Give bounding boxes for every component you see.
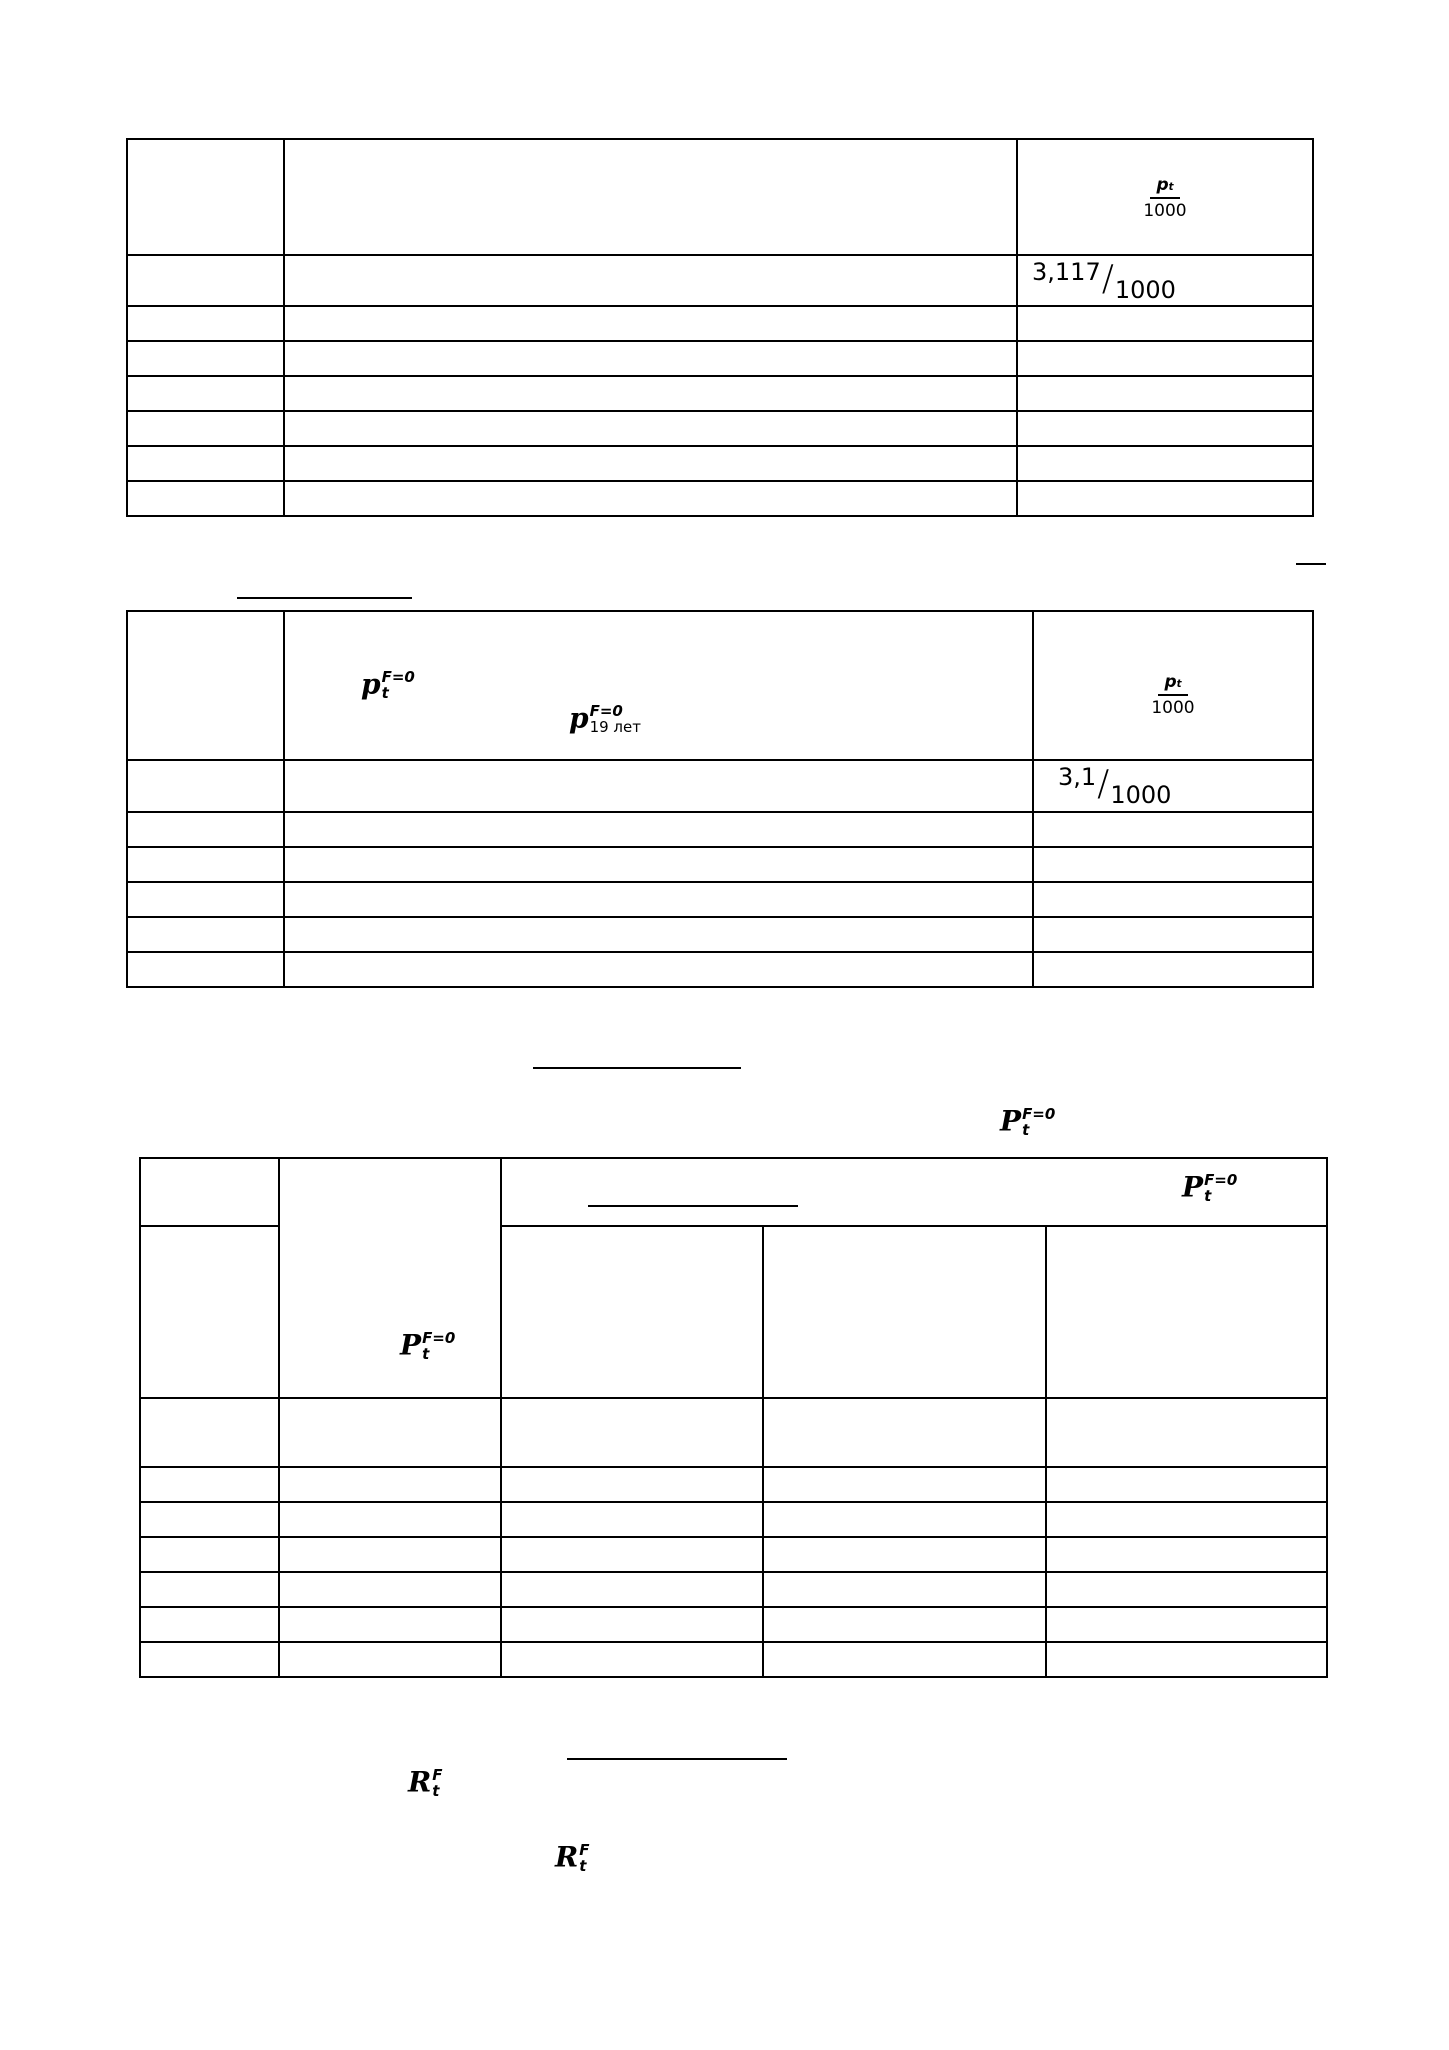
table-row-cell — [1046, 1398, 1327, 1467]
table-row-cell — [284, 411, 1017, 446]
table-row-cell — [1017, 341, 1313, 376]
table-row-cell — [501, 1502, 763, 1537]
underline — [567, 1758, 787, 1760]
table-row-cell — [284, 306, 1017, 341]
table-row-cell — [127, 760, 284, 812]
table-3 — [139, 1157, 1328, 1678]
table-row-cell — [140, 1607, 279, 1642]
table-2-value-cell — [1033, 760, 1313, 812]
table-3-subheader-cell — [763, 1226, 1046, 1398]
table-3-header-cell — [140, 1158, 279, 1226]
table-row-cell — [763, 1607, 1046, 1642]
table-1 — [126, 138, 1314, 517]
underline — [588, 1205, 798, 1207]
table-row-cell — [127, 341, 284, 376]
table-row-cell — [763, 1642, 1046, 1677]
table-3-group-header-cell — [501, 1158, 1327, 1226]
table-3-header-cell — [140, 1226, 279, 1398]
slash-fraction: 3,117/1000 — [1032, 258, 1176, 304]
symbol-p-19-let-f0: p F=0 19 лет — [569, 701, 641, 736]
table-row-cell — [1046, 1537, 1327, 1572]
table-row-cell — [127, 411, 284, 446]
table-row-cell — [1033, 812, 1313, 847]
table-row-cell — [284, 812, 1033, 847]
table-row-cell — [284, 446, 1017, 481]
table-2 — [126, 610, 1314, 988]
table-1-header-cell — [127, 139, 284, 255]
table-row-cell — [1046, 1607, 1327, 1642]
table-row-cell — [763, 1502, 1046, 1537]
table-row-cell — [127, 882, 284, 917]
table-row-cell — [127, 481, 284, 516]
table-row-cell — [279, 1572, 501, 1607]
table-row-cell — [140, 1398, 279, 1467]
symbol-p-t-f0: p F=0 t — [361, 667, 415, 702]
table-3-header-symbol-cell — [279, 1158, 501, 1398]
table-row-cell — [140, 1467, 279, 1502]
table-row-cell — [127, 847, 284, 882]
table-row-cell — [279, 1537, 501, 1572]
table-row-cell — [127, 812, 284, 847]
underline — [1296, 563, 1326, 565]
table-row-cell — [284, 760, 1033, 812]
table-2-header-symbol-cell — [284, 611, 1033, 760]
table-row-cell — [279, 1398, 501, 1467]
table-row-cell — [1046, 1502, 1327, 1537]
table-3-subheader-cell — [1046, 1226, 1327, 1398]
table-row-cell — [501, 1537, 763, 1572]
table-2-header-fraction-cell — [1033, 611, 1313, 760]
underline — [237, 597, 412, 599]
table-row-cell — [1046, 1572, 1327, 1607]
table-row-cell — [1033, 882, 1313, 917]
table-row-cell — [284, 341, 1017, 376]
table-row-cell — [284, 882, 1033, 917]
table-row-cell — [1017, 376, 1313, 411]
table-row-cell — [1017, 481, 1313, 516]
table-row-cell — [127, 952, 284, 987]
table-row-cell — [763, 1537, 1046, 1572]
symbol-P-t-f0: P F=0 t — [1000, 1104, 1056, 1139]
table-row-cell — [1017, 411, 1313, 446]
underline — [533, 1067, 741, 1069]
table-row-cell — [284, 952, 1033, 987]
table-row-cell — [127, 376, 284, 411]
table-row-cell — [1046, 1642, 1327, 1677]
table-row-cell — [284, 255, 1017, 306]
table-row-cell — [140, 1502, 279, 1537]
table-row-cell — [1033, 917, 1313, 952]
table-row-cell — [284, 481, 1017, 516]
table-1-header-fraction-cell — [1017, 139, 1313, 255]
fraction-numerator: pt — [1150, 177, 1179, 199]
table-row-cell — [284, 376, 1017, 411]
table-1-value-cell — [1017, 255, 1313, 306]
table-row-cell — [1046, 1467, 1327, 1502]
table-row-cell — [140, 1537, 279, 1572]
table-row-cell — [284, 917, 1033, 952]
table-row-cell — [1033, 847, 1313, 882]
symbol-P-t-f0: P F=0 t — [400, 1328, 456, 1363]
symbol-P-t-f0: P F=0 t — [1182, 1170, 1238, 1205]
table-row-cell — [284, 847, 1033, 882]
table-row-cell — [501, 1398, 763, 1467]
table-3-subheader-cell — [501, 1226, 763, 1398]
symbol-R-t-f: R F t — [555, 1840, 590, 1875]
table-row-cell — [127, 306, 284, 341]
table-row-cell — [1017, 306, 1313, 341]
table-row-cell — [1017, 446, 1313, 481]
table-2-header-cell — [127, 611, 284, 760]
table-row-cell — [501, 1572, 763, 1607]
fraction-denominator: 1000 — [1151, 698, 1195, 718]
table-row-cell — [763, 1398, 1046, 1467]
table-row-cell — [501, 1642, 763, 1677]
table-row-cell — [501, 1467, 763, 1502]
table-row-cell — [127, 255, 284, 306]
table-row-cell — [279, 1642, 501, 1677]
fraction-numerator: pt — [1158, 674, 1187, 696]
table-row-cell — [501, 1607, 763, 1642]
table-row-cell — [140, 1642, 279, 1677]
fraction-denominator: 1000 — [1143, 200, 1187, 221]
table-row-cell — [1033, 952, 1313, 987]
table-row-cell — [763, 1467, 1046, 1502]
table-row-cell — [127, 917, 284, 952]
table-row-cell — [127, 446, 284, 481]
table-row-cell — [140, 1572, 279, 1607]
fraction — [1143, 174, 1187, 221]
table-1-header-cell — [284, 139, 1017, 255]
table-row-cell — [279, 1467, 501, 1502]
fraction — [1151, 674, 1194, 717]
symbol-R-t-f: R F t — [408, 1765, 443, 1800]
table-row-cell — [279, 1502, 501, 1537]
slash-fraction: 3,1/1000 — [1058, 763, 1172, 809]
table-row-cell — [763, 1572, 1046, 1607]
table-row-cell — [279, 1607, 501, 1642]
